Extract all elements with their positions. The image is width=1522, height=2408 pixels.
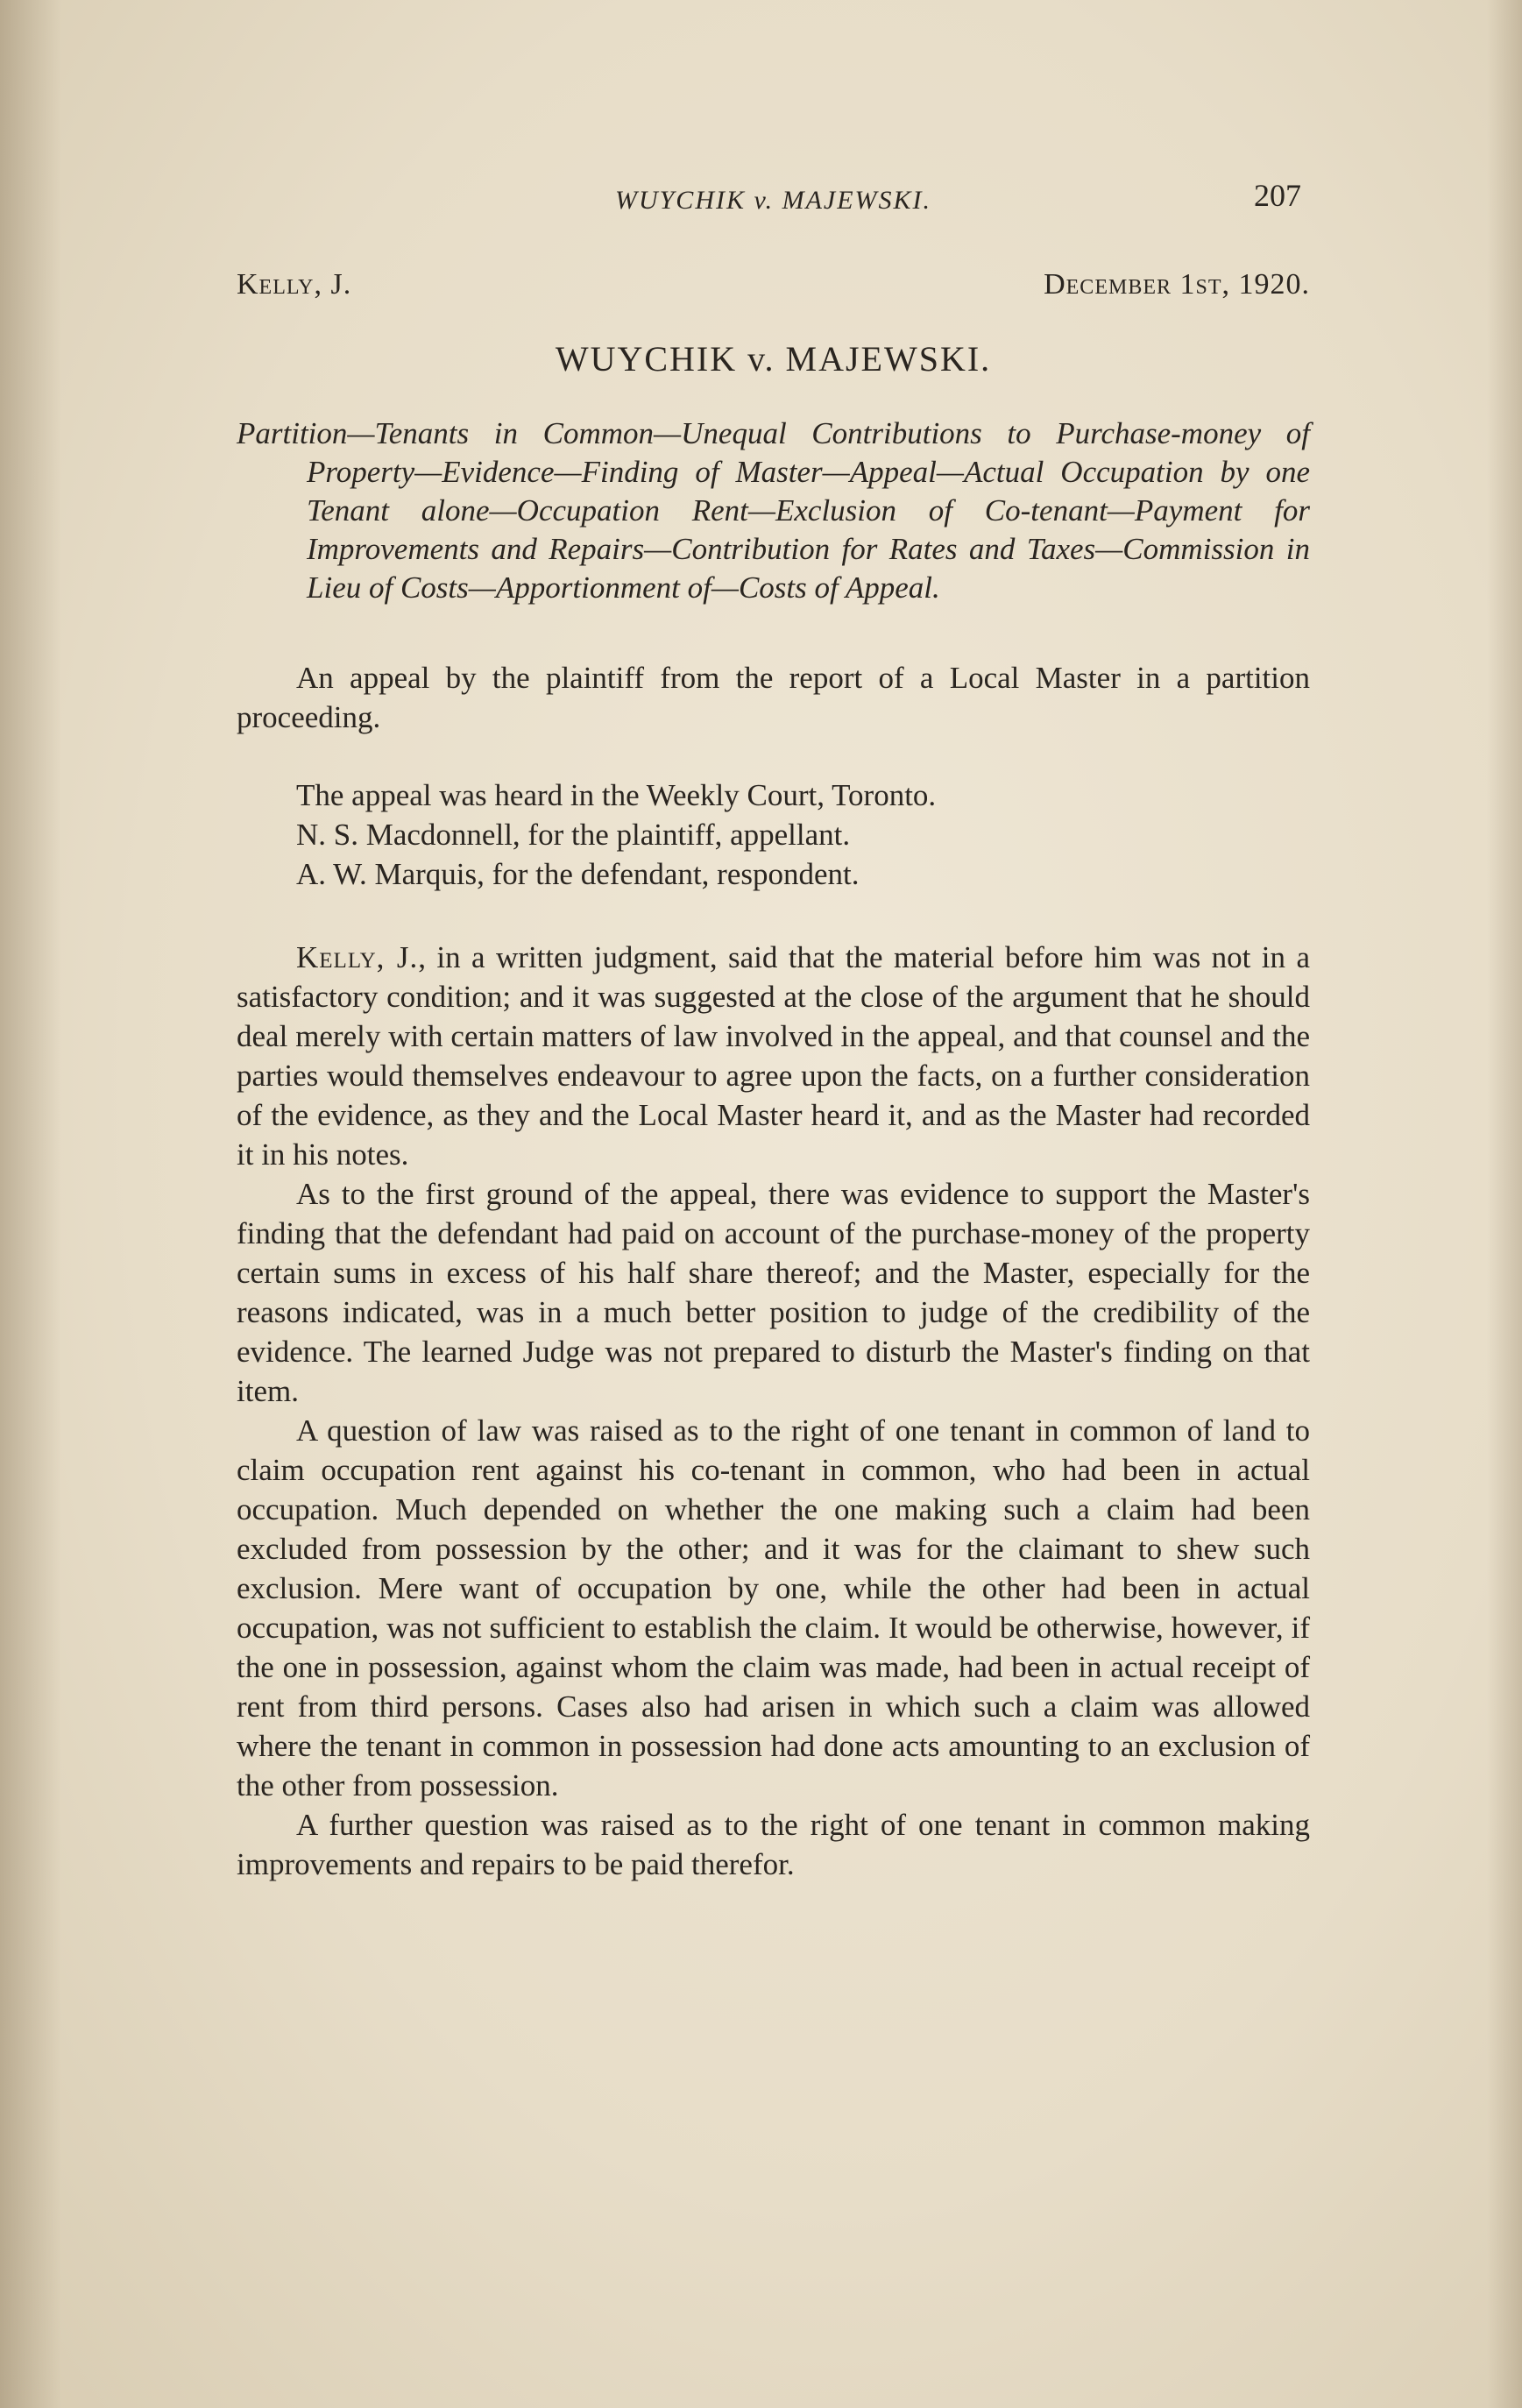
binding-shadow [0, 0, 61, 2408]
judgment-date: December 1st, 1920. [1044, 268, 1310, 301]
plaintiff-counsel: N. S. Macdonnell, for the plaintiff, appellant. [296, 818, 851, 852]
judge-name: Kelly, J. [237, 268, 352, 301]
judgment-paragraph: A question of law was raised as to the right of one tenant in common of land to claim occupation rent against his co-tenant in common, who had been in actual occupation. Much depended on whether the one making such a claim had been excluded from possession by the other; and it was for the claimant to shew such exclusion. Mere want of occupation by one, while the other had been in actual occupation, was not sufficient to establish the claim. It would be otherwise, however, if the one in possession, against whom the claim was made, had been in actual receipt of rent from third persons. Cases also had arisen in which such a claim was allowed where the tenant in common in possession had done acts amounting to an exclusion of the other from possession. [237, 1413, 1310, 1802]
page-content [237, 175, 1310, 1884]
hearing-line: The appeal was heard in the Weekly Court, Toronto. [296, 778, 937, 812]
page-number: 207 [1254, 178, 1301, 213]
defendant-counsel: A. W. Marquis, for the defendant, respondent. [296, 857, 860, 891]
judgment-judge-name: Kelly, J. [296, 940, 419, 974]
headnote: Partition—Tenants in Common—Unequal Contributions to Purchase-money of Property—Evidence—Finding of Master—Appeal—Actual Occupation by one Tenant alone—Occupation Rent—Exclusion of Co-tenant—Payment for Improvements and Repairs—Contribution for Rates and Taxes—Commission in Lieu of Costs—Apportionment of—Costs of Appeal. [237, 416, 1310, 605]
running-head [237, 175, 1310, 228]
judgment-body [237, 938, 1310, 1884]
judgment-paragraph: A further question was raised as to the right of one tenant in common making improvements and repairs to be paid therefor. [237, 1808, 1310, 1881]
judgment-paragraph [237, 938, 1310, 1174]
case-title: WUYCHIK v. MAJEWSKI. [555, 339, 992, 379]
edge-shadow [1487, 0, 1522, 2408]
case-intro: An appeal by the plaintiff from the report of a Local Master in a partition proceeding. [237, 661, 1310, 734]
judgment-meta [237, 268, 1310, 301]
running-title: WUYCHIK v. MAJEWSKI. [614, 186, 932, 215]
judgment-paragraph: As to the first ground of the appeal, there was evidence to support the Master's finding that the defendant had paid on account of the purchase-money of the property certain sums in excess of his half share thereof; and the Master, especially for the reasons indicated, was in a much better position to judge of the credibility of the evidence. The learned Judge was not prepared to disturb the Master's finding on that item. [237, 1177, 1310, 1408]
judgment-paragraph-text: , in a written judgment, said that the material before him was not in a satisfactory condition; and it was suggested at the close of the argument that he should deal merely with certain matters of law involved in the appeal, and that counsel and the parties would themselves endeavour to agree upon the facts, on a further consideration of the evidence, as they and the Local Master heard it, and as the Master had recorded it in his notes. [237, 940, 1310, 1172]
counsel-list [237, 776, 1310, 894]
